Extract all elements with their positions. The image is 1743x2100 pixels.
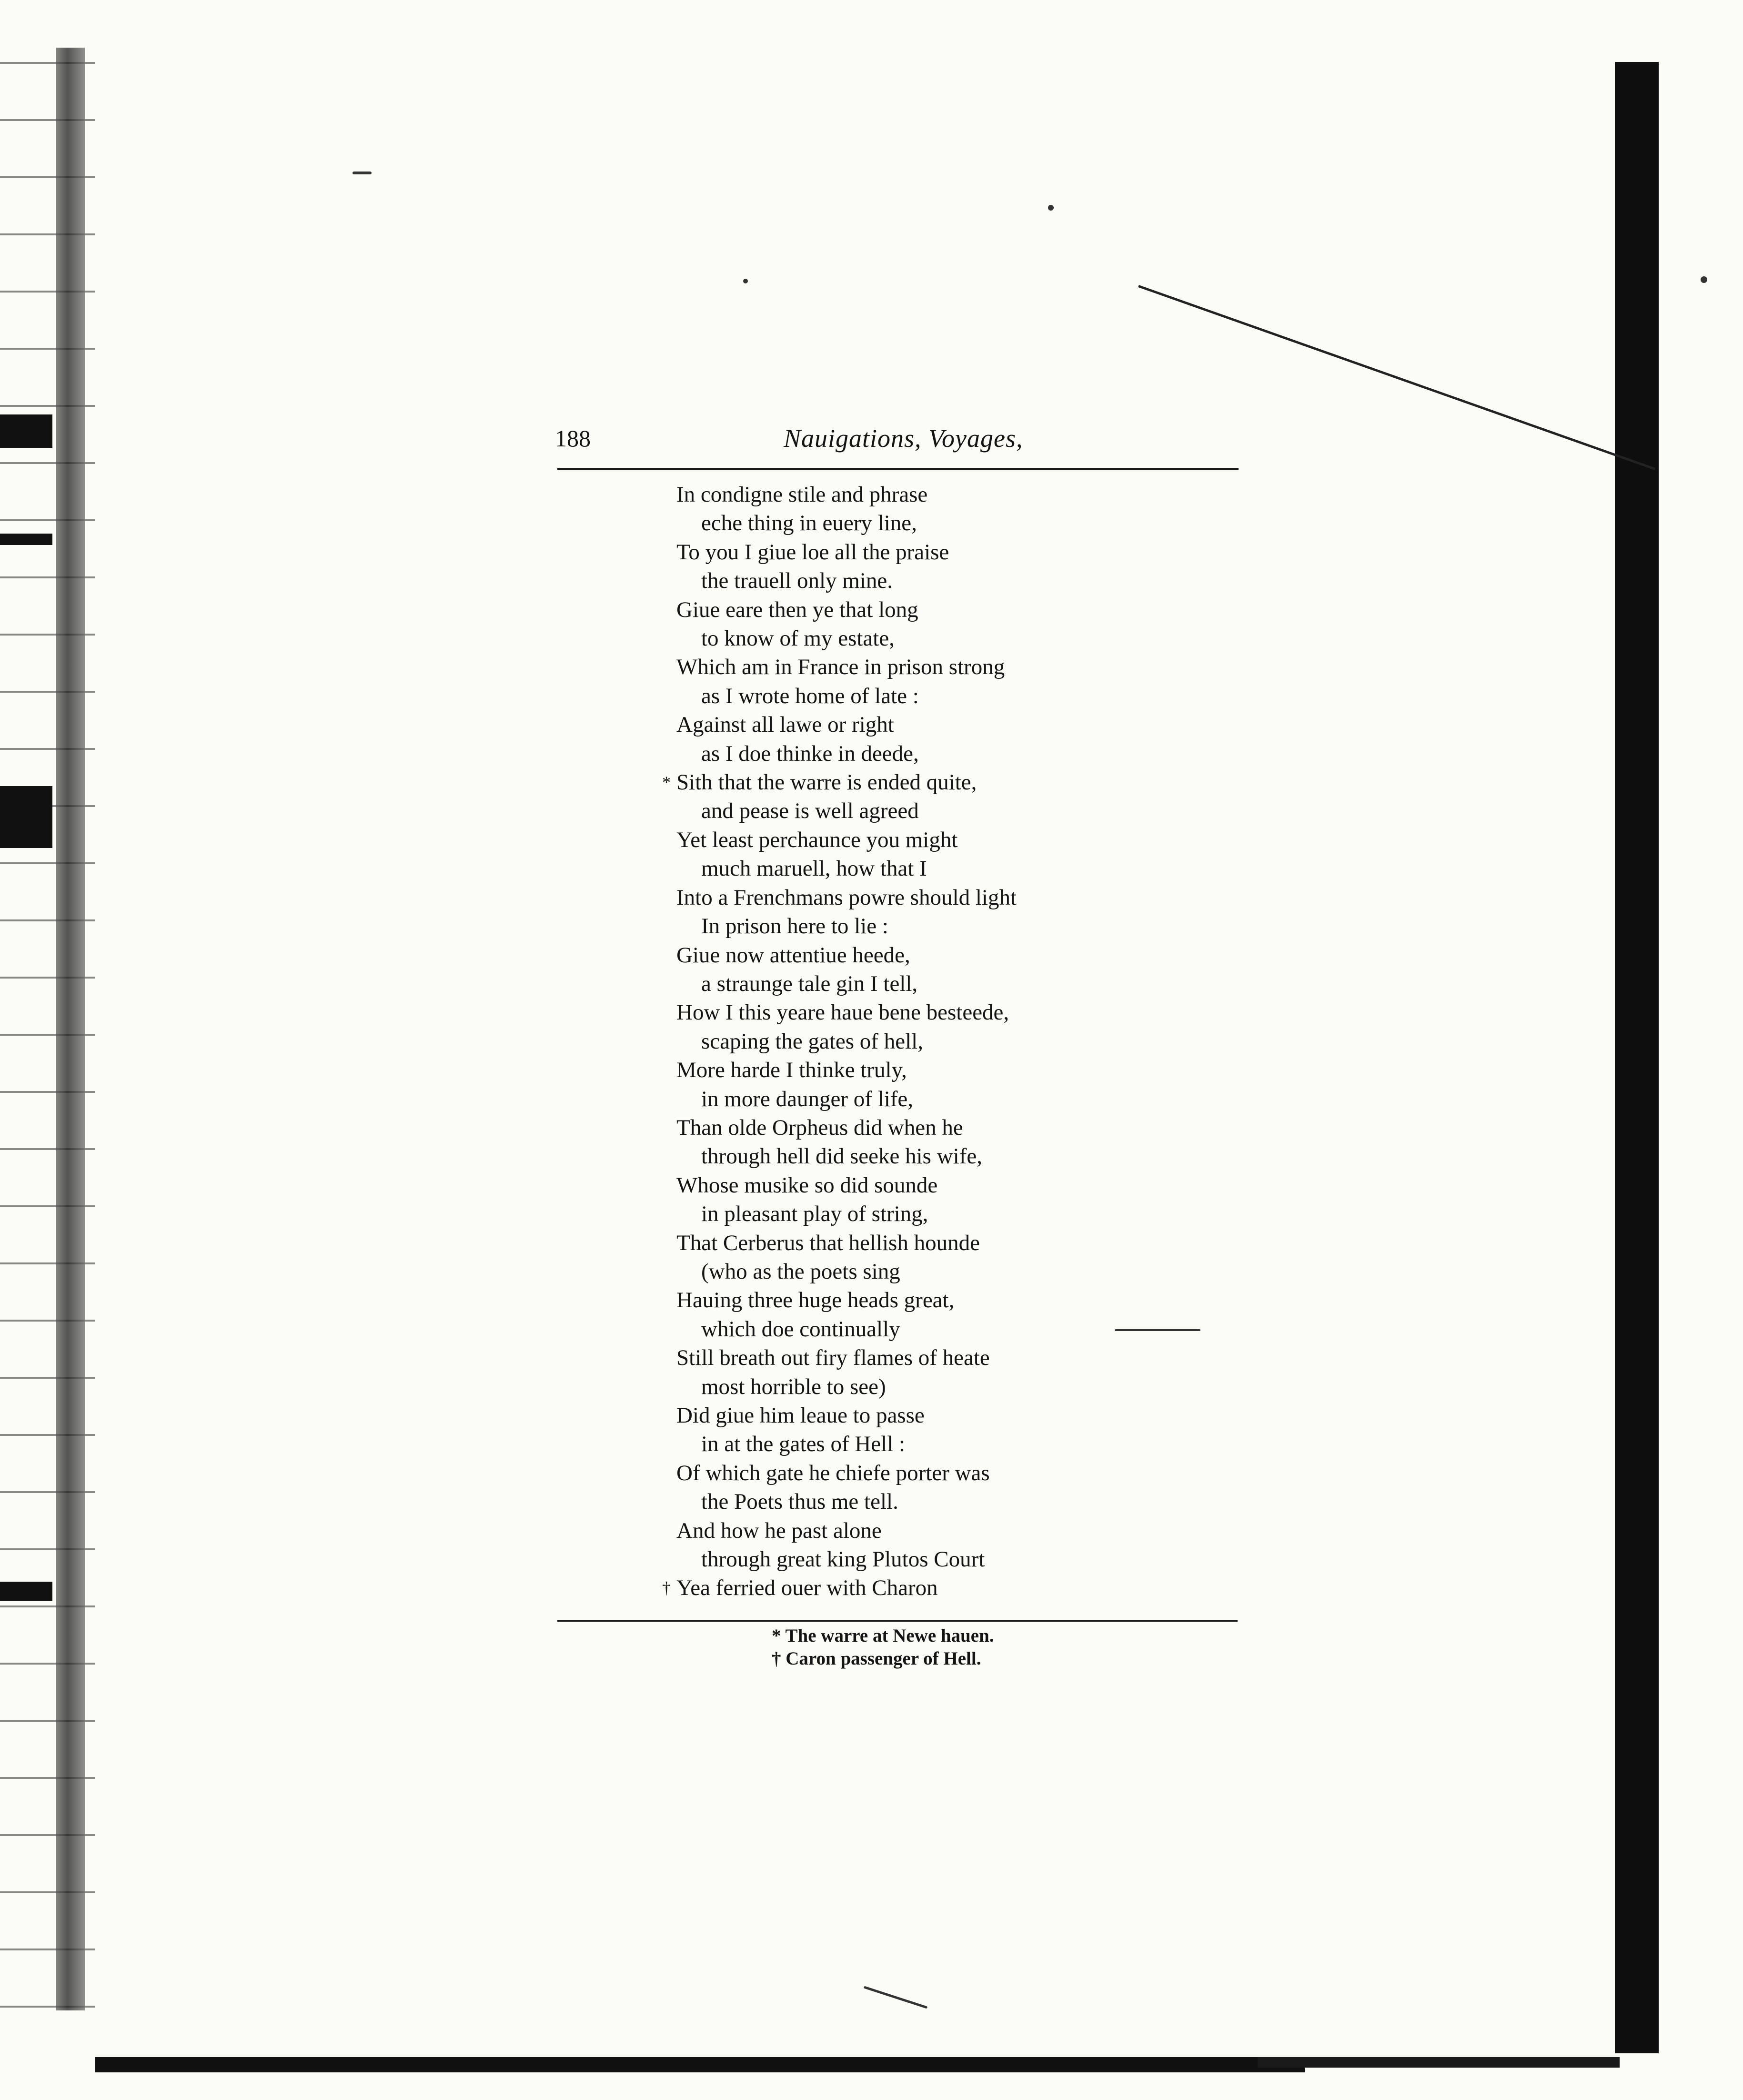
footnote-rule [557,1620,1238,1622]
poem-line [676,538,1296,566]
poem-line-text: to know of my estate, [701,626,895,651]
running-title: Nauigations, Voyages, [784,424,1023,453]
poem-line-text: Yet least perchaunce you might [676,827,958,852]
poem-line [676,854,1296,883]
poem-line [676,1487,1296,1516]
scan-speck [1701,276,1707,283]
bottom-page-edge [95,2057,1305,2072]
poem-line-text: That Cerberus that hellish hounde [676,1230,980,1255]
poem-line [676,596,1296,624]
poem-line-text: which doe continually [701,1316,900,1342]
footnote-mark: † [772,1648,781,1669]
poem-line [662,768,1296,797]
poem-line [676,912,1296,940]
footnote [772,1625,1105,1647]
scan-speck [1048,205,1054,211]
poem-line [676,1343,1296,1372]
binding-block [0,786,52,848]
poem-line [676,624,1296,653]
poem-line [676,1113,1296,1142]
poem-line-text: Against all lawe or right [676,712,894,737]
poem-line [676,682,1296,710]
poem-line-text: the trauell only mine. [701,568,893,594]
poem-line-text: a straunge tale gin I tell, [701,971,918,996]
poem-line-text: eche thing in euery line, [701,511,917,536]
footnote-text: The warre at Newe hauen. [785,1625,994,1646]
poem-line-text: as I wrote home of late : [701,683,919,708]
footnote-mark: * [772,1625,781,1646]
poem-line-text: in more daunger of life, [701,1086,914,1111]
poem-line-text: through great king Plutos Court [701,1547,985,1572]
poem-line-text: Still breath out firy flames of heate [676,1345,990,1371]
poem-line [676,1142,1296,1171]
poem-line-text: as I doe thinke in deede, [701,741,919,766]
poem-line [676,1056,1296,1084]
poem-line [676,1200,1296,1228]
binding-spine [56,48,85,2010]
page-edge-bar [1615,62,1659,2053]
poem-line [676,1085,1296,1113]
poem-text [662,480,1296,1603]
poem-line-text: Into a Frenchmans powre should light [676,885,1017,910]
poem-line [676,509,1296,537]
poem-line-text: through hell did seeke his wife, [701,1144,982,1169]
footnote [772,1647,1105,1670]
poem-line-text: Sith that the warre is ended quite, [676,770,977,795]
page-header [555,419,1241,457]
footnotes [772,1625,1105,1670]
poem-line-text: To you I giue loe all the praise [676,539,949,565]
poem-line [676,969,1296,998]
poem-line-text: (who as the poets sing [701,1259,900,1284]
scan-speck [743,279,748,283]
poem-line [676,566,1296,595]
poem-line [676,739,1296,768]
page-number: 188 [555,425,591,452]
footnote-mark: † [662,1578,671,1598]
bottom-page-edge [1258,2057,1620,2068]
poem-line [676,480,1296,509]
poem-line [676,1430,1296,1458]
poem-line [676,1545,1296,1574]
poem-line-text: in pleasant play of string, [701,1201,928,1227]
poem-line-text: most horrible to see) [701,1374,886,1399]
poem-line-text: Whose musike so did sounde [676,1172,938,1198]
poem-line [676,1027,1296,1056]
poem-line-text: Of which gate he chiefe porter was [676,1460,990,1485]
poem-line-text: much maruell, how that I [701,856,927,881]
footnote-mark: * [662,773,671,792]
poem-line [676,1229,1296,1257]
poem-line-text: Hauing three huge heads great, [676,1288,955,1313]
binding-block [0,1582,52,1601]
poem-line-text: And how he past alone [676,1518,882,1543]
poem-line-text: Than olde Orpheus did when he [676,1115,963,1140]
poem-line-text: Giue eare then ye that long [676,597,918,622]
poem-line-text: Yea ferried ouer with Charon [676,1575,938,1601]
poem-line [676,1459,1296,1487]
poem-line [676,797,1296,825]
poem-line-text: and pease is well agreed [701,798,919,824]
poem-line [676,1257,1296,1286]
scan-speck [353,172,372,174]
poem-line [676,1286,1296,1314]
poem-line-text: More harde I thinke truly, [676,1058,907,1083]
poem-line-text: Did giue him leaue to passe [676,1403,925,1428]
poem-line-text: Giue now attentiue heede, [676,942,910,968]
poem-line-text: scaping the gates of hell, [701,1029,923,1054]
poem-line [676,826,1296,854]
poem-line [676,653,1296,681]
poem-line-text: Which am in France in prison strong [676,655,1005,680]
poem-line-text: In condigne stile and phrase [676,482,928,507]
scan-speck [864,1986,928,2009]
poem-line [676,1171,1296,1200]
poem-line-text: the Poets thus me tell. [701,1489,898,1514]
poem-line [676,710,1296,739]
poem-line [662,1574,1296,1602]
poem-line [676,883,1296,912]
poem-line [676,1315,1296,1343]
footnote-text: Caron passenger of Hell. [786,1648,981,1669]
poem-line [676,1516,1296,1545]
poem-line [676,998,1296,1027]
binding-block [0,534,52,545]
header-rule [557,468,1239,470]
binding-block [0,414,52,448]
poem-line-text: in at the gates of Hell : [701,1432,906,1457]
poem-line [676,1401,1296,1430]
poem-line [676,1373,1296,1401]
poem-line [676,941,1296,969]
poem-line-text: In prison here to lie : [701,914,888,939]
poem-line-text: How I this yeare haue bene besteede, [676,1000,1009,1025]
